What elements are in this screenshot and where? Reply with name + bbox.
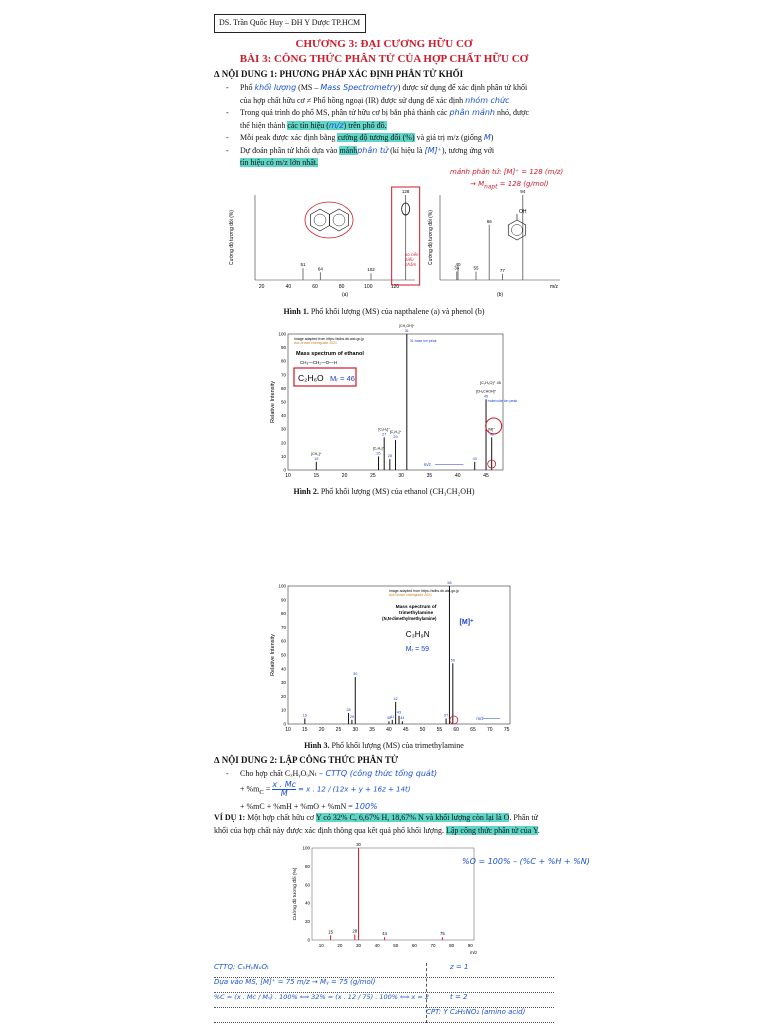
fig2-xtick: 10 [285,473,291,479]
fig3-ytick: 80 [280,611,286,617]
fig4-peak-num: 75 [440,931,445,937]
fig1b-peak-label: 40 [455,262,461,268]
fig2-ytick: 100 [278,331,286,337]
fig1b-xlabel: m/z [550,284,559,290]
fig3-xtick: 40 [386,727,392,733]
fig4-ytick: 100 [302,845,310,851]
fig1a-tick: 40 [285,284,292,290]
content1-bullets: - Phổ khối lượng (MS – Mass Spectrometry) được sử dụng để xác định phân tử khối của hợp chất hữu cơ ≠ Phổ hồng ngoại (IR) được sử dụng để xác định nhóm chức - Trong quá trình đo phổ MS, phân tử hữu cơ bị bắn phá thành các phân mảnh nhỏ, được thể hiện thành các tín hiệu (m/z) trên phổ đồ. - Mỗi peak được xác định bằng cường độ tương đối (%) và giá trị m/z (giống M) - Dự đoán phân tử khối dựa vào mảnhphân tử (kí hiệu là [M]⁺), tương ứng với tín hiệu có m/z lớn nhất. [226,83,530,167]
fig2-base-note: 31 base ion peak [409,339,437,343]
chapter-title: CHƯƠNG 3: ĐẠI CƯƠNG HỮU CƠ [295,38,473,50]
fig2-peak-num: 15 [314,456,319,461]
fig3-title-3: (N,N-dimethylmethylamine) [382,616,437,621]
phenol-inner [512,225,523,236]
fig2-formula: C₂H₆O [298,373,324,383]
fig2-peak-label: [C₂H₂]⁺ [372,446,385,451]
fig2-peak-label: [CH₃CHOH]⁺ [475,389,497,394]
content1-heading: ∆ NỘI DUNG 1: PHƯƠNG PHÁP XÁC ĐỊNH PHÂN TỬ KHỐI [214,69,464,79]
fig2-peak-label: [CH₂OH]⁺ [399,324,415,328]
figure2-spectrum [258,324,518,488]
fig4-xtick: 80 [449,943,455,948]
fig3-peak-num: 28 [346,707,351,712]
fig3-xtick: 35 [369,727,375,733]
fig1a-ylabel: Cường độ tương đối (%) [229,210,235,265]
fig2-ytick: 50 [280,399,286,405]
fig4-peak-num: 44 [382,931,387,937]
fig3-peak-num: 43 [396,710,402,715]
fig3-formula: C₃H₉N [405,630,430,639]
fig2-xtick: 35 [426,473,433,479]
fig2-peak-num: 45 [483,394,489,399]
fig1a-tick: 60 [312,284,318,290]
fig3-xtick: 15 [302,727,308,733]
fig2-peak-label: [C₂H₅]⁺ [389,430,402,435]
fig4-peak-num: 28 [352,928,358,934]
fig2-peak-label: [M]⁺ [488,427,496,432]
naphthalene-ring-2 [330,209,349,231]
naphthalene-inner-1 [314,214,326,226]
example-1: VÍ DỤ 1: Một hợp chất hữu cơ Y có 32% C, 6,67% H, 18,67% N và khối lượng còn lại là O. Phân tử khối của hợp chất này được xác định thông qua kết quả phổ khối lượng. Lập công thức phân tử của Y. [214,813,540,835]
fig2-src1: Image adapted from https://sdbs.db.aist.go.jp [294,337,365,341]
fig3-xtick: 65 [470,727,476,733]
fig2-ytick: 30 [280,426,286,432]
fig3-xtick: 20 [318,727,325,733]
fig1-side-note: ko nên hiểu nhầm [405,252,419,267]
fig4-ytick: 60 [304,882,310,888]
fig2-peak-num: 28 [387,454,392,459]
fig4-xtick: 10 [318,943,324,948]
fig3-peak-num: 44 [400,716,405,721]
fig3-ytick: 40 [280,666,286,672]
example-note: %O = 100% – (%C + %H + %N) [462,857,590,866]
fig2-peak-num: 26 [376,451,381,456]
fig2-xtick: 20 [341,473,348,479]
fig2-peak-label: [CH₃]⁺ [311,451,322,456]
fig2-ytick: 90 [280,345,286,351]
fig3-title-1: Mass spectrum of [395,605,437,610]
phenol-oh-label: OH [519,209,527,215]
fig3-src1: Image adapted from https://sdbs.db.aist.go.jp [388,589,459,593]
fig3-ytick: 10 [280,707,286,713]
fig2-xtick: 15 [313,473,320,479]
fig3-xtick: 10 [285,727,291,733]
fig3-peak-num: 58 [447,581,452,585]
fig4-xtick: 40 [374,943,380,948]
fig2-xlabel: m/z [423,462,432,467]
fig3-ytick: 70 [280,624,286,630]
fig4-xtick: 20 [337,943,343,948]
figure4-spectrum [290,838,480,958]
fig3-peak-num: 40 [386,716,392,721]
fig3-title-2: trimethylamine [399,611,434,616]
figure3-spectrum [258,582,516,742]
fig2-xtick: 45 [483,473,489,479]
fig1-note-2: → $M_{napt} = 128$ (g/mol) [470,180,549,191]
fig3-xtick: 50 [419,727,426,733]
fig3-ytick: 50 [280,652,286,658]
fig1a-peak-label: 64 [317,266,323,272]
fig4-xtick: 50 [393,943,399,948]
fig3-peak-num: 41 [390,714,395,719]
fig1a-peak-label: 128 [401,189,410,194]
fig1-note-1: mảnh phân tử: [M]⁺ = 128 (m/z) [450,168,564,176]
fig2-ytick: 70 [280,372,286,378]
fig3-xtick: 45 [402,727,409,733]
fig2-ytick: 40 [280,413,286,419]
fig1a-peak-label: 51 [300,262,306,268]
content2-heading: ∆ NỘI DUNG 2: LẬP CÔNG THỨC PHÂN TỬ [214,755,399,765]
naphthalene-ring-1 [311,209,330,231]
fig4-xtick: 30 [356,943,362,948]
fig3-ytick: 30 [280,680,286,686]
fig2-peak-num: 29 [393,435,398,440]
fig3-peak-num: 59 [450,658,455,663]
fig3-ytick: 20 [280,693,286,699]
content2-body: - Cho hợp chất CₓHᵧOᵤNₜ – CTTQ (công thức tổng quát) + $\%m_C$ = $\frac{x . Mc}{M}$ = x . 12 / (12x + y + 16z + 14t) + %mC + %mH + %mO + %mN = 100% [226,769,438,811]
fig2-peak-num: 46 [489,432,494,437]
fig4-xtick: 90 [467,943,473,948]
fig3-mion: [M]⁺ [459,619,474,626]
fig1a-sublabel: (a) [341,292,349,298]
fig1a-peak-label: 102 [367,267,375,273]
fig2-peak-num: 43 [472,456,477,461]
fig2-xtick: 25 [370,473,376,479]
fig4-ytick: 20 [304,919,310,925]
figure1-spectra [225,185,575,305]
fig4-peak-num: 15 [328,929,333,935]
fig3-peak-num: 15 [302,713,307,718]
fig3-xtick: 75 [503,727,510,733]
header-author: DS. Trần Quốc Huy – ĐH Y Dược TP.HCM [214,14,366,33]
naphthalene-inner-2 [333,214,345,226]
fig4-frame [312,848,474,940]
fig4-ytick: 40 [304,900,310,906]
fig3-ytick: 90 [280,597,286,603]
fig3-xtick: 70 [487,727,493,733]
fig3-peak-num: 57 [443,713,449,718]
fig3-ytick: 100 [278,583,286,589]
fig1b-sublabel: (b) [496,292,504,298]
fig2-mr: Mᵣ = 46 [330,374,355,383]
fig3-xtick: 30 [352,727,359,733]
figure3-caption: Hình 3. Phổ khối lượng (MS) của trimethylamine [304,741,464,750]
fig1b-peak-label: 94 [520,189,526,194]
figure1a-chart [229,187,420,298]
fig1a-tick: 20 [258,284,265,290]
fig2-xtick: 30 [398,473,404,479]
figure2-caption: Hình 2. Phổ khối lượng (MS) của ethanol (CH₃CH₂OH) [293,487,475,496]
fig4-xtick: 60 [411,943,417,948]
fig1b-peak-label: 55 [473,265,479,271]
fig3-src2: doc brown chemguide 2021 [388,593,432,597]
fig4-peak-num: 30 [356,842,361,847]
fig1b-ylabel: Cường độ tương đối (%) [428,210,434,265]
fig3-xtick: 25 [335,727,342,733]
figure1b-chart [428,189,560,298]
fig2-ytick: 80 [280,358,286,364]
fig2-peak-label: [C₂H₃]⁺ [378,427,391,432]
fig3-xlabel: m/z [476,716,484,721]
figure1-caption: Hình 1. Phổ khối lượng (MS) của napthalene (a) và phenol (b) [283,307,485,316]
fig4-ytick: 0 [307,937,310,943]
fig2-xtick: 40 [454,473,461,479]
naphthalene-circle-annotation [305,202,353,238]
fig3-mr: Mᵣ = 59 [405,646,430,653]
fig2-ytick: 10 [280,453,286,459]
fig1b-peak-label: 66 [486,218,492,224]
fig4-xlabel: m/z [470,950,478,955]
fig2-ion-note: [C₂H₅O]⁺ 45 [480,381,501,385]
fig3-peak-num: 42 [393,696,398,701]
fig3-peak-num: 29 [349,714,355,719]
fig1b-peak-label: 77 [499,268,505,274]
fig3-ytick: 0 [283,721,286,727]
fig2-src2: doc brown chemguide 2021 [294,341,338,345]
fig4-ylabel: Cường độ tương đối (%) [293,867,298,921]
fig2-mol-note: molecular ion peak [487,399,518,403]
fig2-ytick: 20 [280,440,286,446]
fig2-ytick: 60 [280,385,286,391]
fig3-xtick: 55 [436,727,443,733]
fig3-59-circle [450,716,458,724]
lesson-title: BÀI 3: CÔNG THỨC PHÂN TỬ CỦA HỢP CHẤT HỮU CƠ [239,53,529,65]
fig3-ylabel: Relative Intensity [270,634,276,676]
fig4-xtick: 70 [430,943,436,948]
fig2-structure: CH₃—CH₂—O—H [300,360,337,365]
answer-block: CTTQ: CₓHᵧNᵤOₜ z = 1 Dựa vào MS, [M]⁺ = 75 m/z → Mᵧ = 75 (g/mol) %C = (x . Mc / Mᵧ) . 100% ⟺ 32% = (x . 12 / 75) . 100% ⟺ x = 2 t = 2 CPT: Y C₂H₅NO₂ (amino acid) [214,963,554,1023]
fig2-ytick: 0 [283,467,286,473]
fig2-ylabel: Relative Intensity [270,381,276,423]
fig3-ytick: 60 [280,638,286,644]
fig1a-tick: 120 [390,284,400,290]
fig2-peak-num: 27 [382,432,387,437]
fig3-xtick: 60 [453,727,459,733]
fig1a-tick: 80 [338,284,345,290]
fig1b-peak-label: 39 [454,265,460,271]
fig3-peak-num: 30 [353,672,358,677]
fig2-title: Mass spectrum of ethanol [296,351,364,357]
fig4-ytick: 80 [304,863,310,869]
fig2-peak-num: 31 [404,329,409,333]
fig1a-tick: 100 [364,284,373,290]
